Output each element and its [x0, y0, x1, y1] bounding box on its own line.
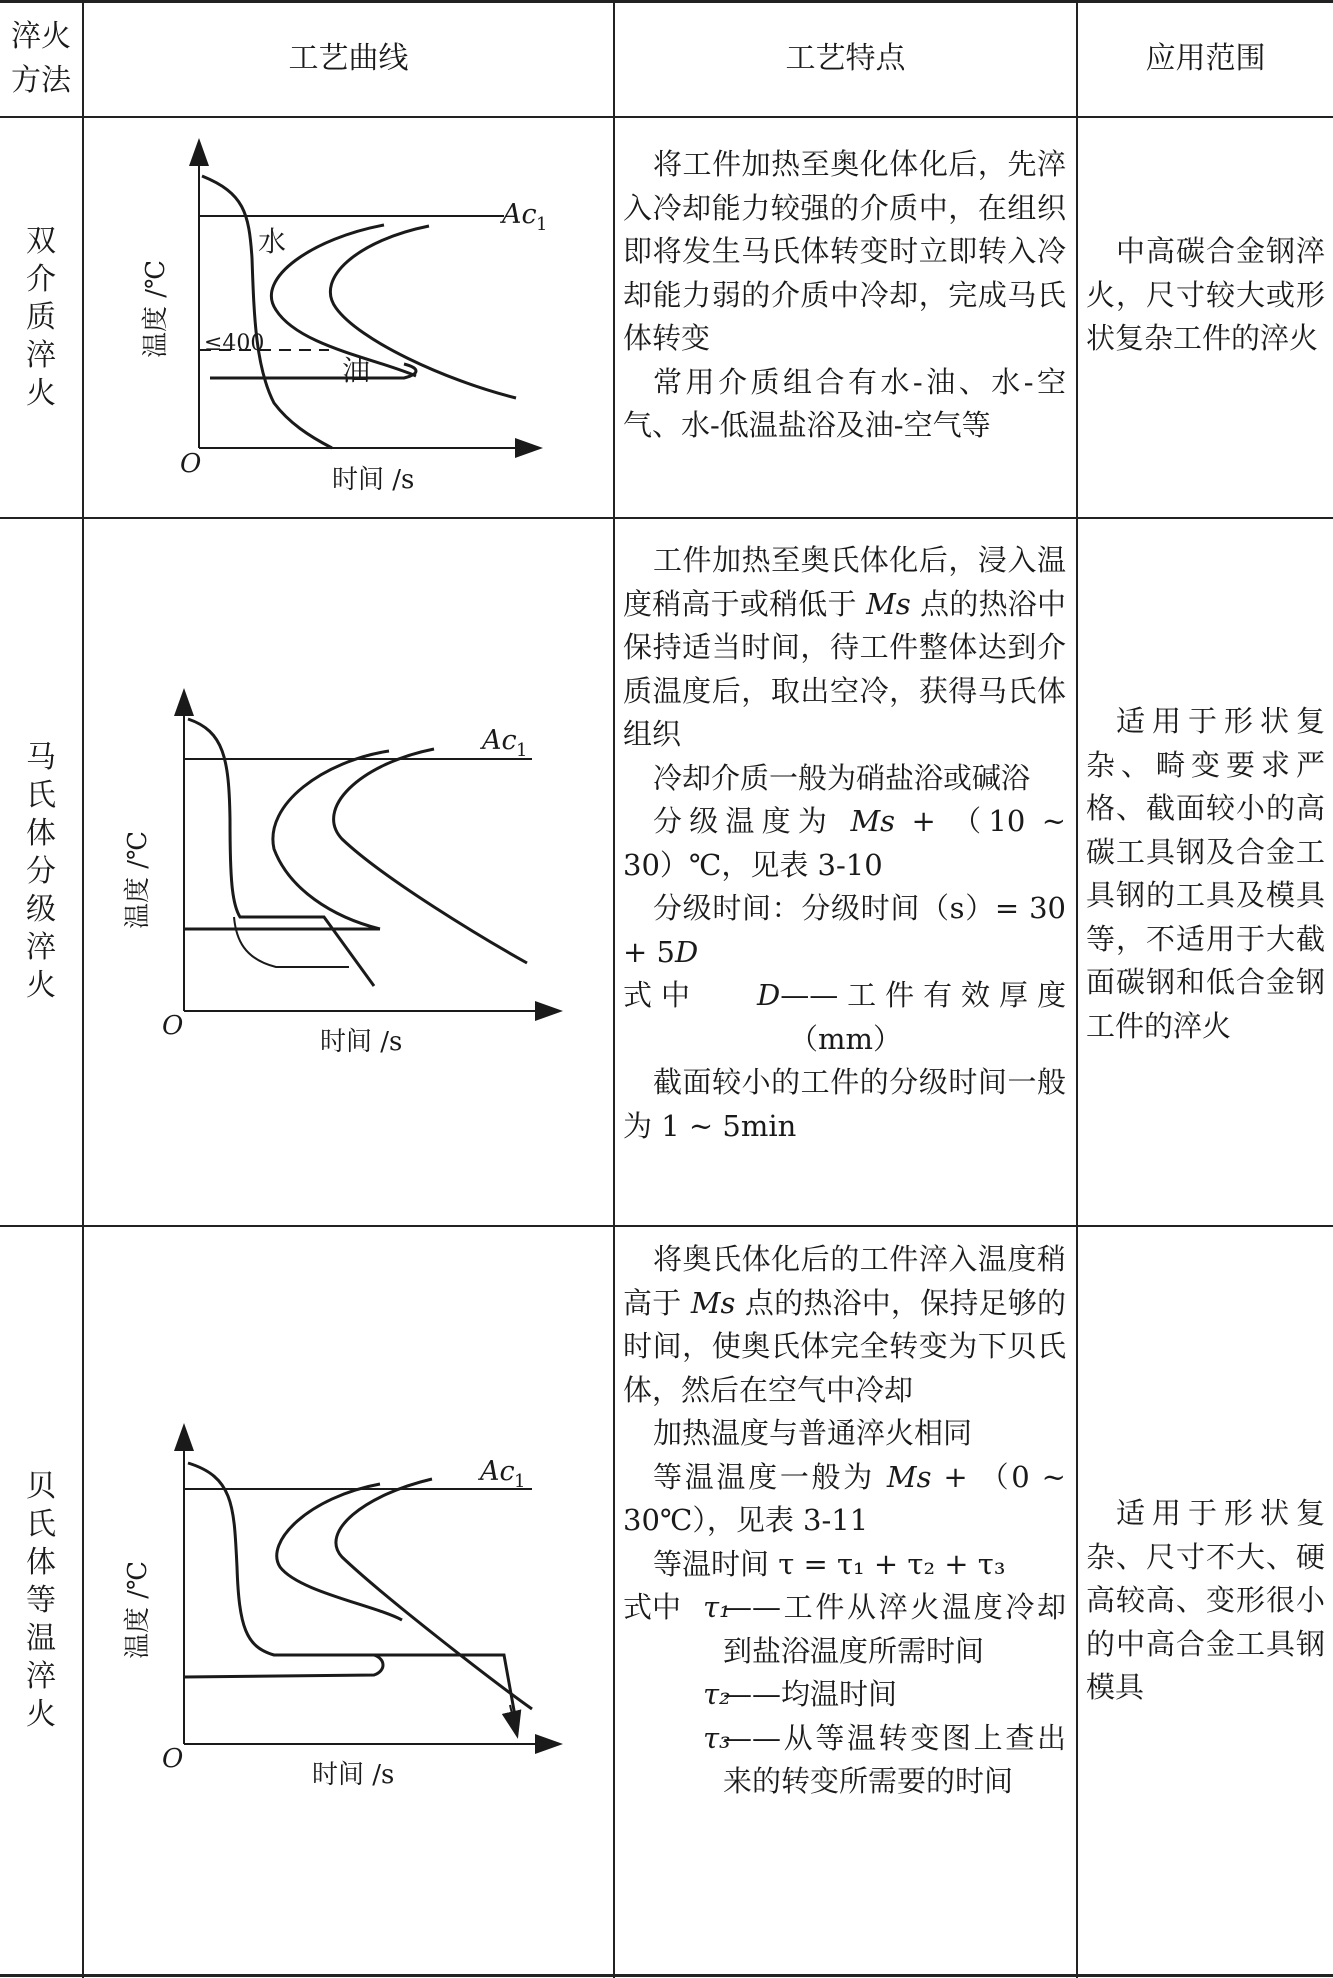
feature-text: 等温温度一般为 [653, 1459, 887, 1494]
feature-paragraph [623, 539, 1066, 757]
application-text: 适用于形状复杂、尺寸不大、硬高较高、变形很小的中高合金工具钢模具 [1086, 1496, 1325, 1704]
ac1-subscript: 1 [514, 1471, 526, 1492]
d-symbol: D [756, 978, 781, 1012]
legend-row-tau3 [623, 1717, 1066, 1804]
legend-prefix: 式中 [623, 978, 699, 1012]
method-label: 马氏体分级淬火 [26, 740, 56, 1003]
method-martensite-step [0, 519, 82, 1225]
feature-paragraph [623, 1238, 1066, 1412]
x-axis-label: 时间 /s [312, 1760, 395, 1790]
method-dual-medium [0, 118, 82, 517]
feature-text: 分级时间：分级时间（s） [653, 891, 995, 925]
bath-temperature-line [184, 1655, 383, 1677]
feature-text: 将奥氏体化后的工件淬入温度稍高于 [623, 1242, 1066, 1320]
origin-label: O [162, 1011, 184, 1041]
application-bainite-isothermal [1078, 1492, 1333, 1710]
feature-text: 点的热浴中保持适当时间，待工件整体达到介质温度后，取出空冷，获得马氏体组织 [623, 586, 1067, 751]
header-method-label: 淬火方法 [11, 19, 71, 98]
curve-bainite-isothermal [84, 1227, 613, 1974]
legend-spacer [623, 1673, 703, 1717]
feature-paragraph: 冷却介质一般为硝盐浴或碱浴 [653, 760, 1031, 795]
feature-paragraph: 截面较小的工件的分级时间一般为 1 ~ 5min [623, 1065, 1066, 1143]
x-axis-label: 时间 /s [332, 465, 415, 495]
feature-paragraph [623, 1456, 1066, 1543]
header-features: 工艺特点 [785, 41, 906, 76]
features-bainite-isothermal [615, 1238, 1076, 1804]
feature-text: 工件加热至奥氏体化后，浸入温度稍高于或稍低于 [623, 543, 1066, 621]
oil-label: 油 [342, 354, 371, 387]
step-cooling-curve-b [234, 917, 349, 967]
method-bainite-isothermal [0, 1227, 82, 1974]
c-curve-finish [334, 749, 527, 963]
water-label: 水 [258, 225, 287, 258]
application-dual-medium [1078, 230, 1333, 361]
feature-formula-legend [623, 974, 1066, 1018]
legend-row-tau2 [623, 1673, 1066, 1717]
curve-dual-medium [84, 118, 613, 517]
feature-paragraph: 将工件加热至奥化体化后，先淬入冷却能力较强的介质中，在组织即将发生马氏体转变时立即转入冷却能力弱的介质中冷却，完成马氏体转变 [623, 147, 1066, 355]
dual-medium-diagram [84, 118, 613, 517]
legend-text: ——工件有效厚度 [780, 978, 1066, 1012]
header-method [0, 2, 82, 116]
isothermal-cooling-curve [188, 1463, 517, 1727]
ms-symbol: Ms [850, 804, 896, 838]
y-axis-label: 温度 /℃ [123, 830, 153, 929]
ac1-subscript: 1 [536, 214, 548, 235]
origin-label: O [162, 1744, 184, 1774]
legend-text: ——均温时间 [723, 1677, 898, 1711]
c-curve-start [273, 751, 389, 929]
feature-paragraph [623, 887, 1066, 974]
ac1-label: Ac [480, 1456, 515, 1487]
method-label: 贝氏体等温淬火 [26, 1468, 56, 1732]
legend-row-tau1 [623, 1586, 1066, 1673]
y-axis-label: 温度 /℃ [123, 1560, 153, 1659]
feature-paragraph [623, 800, 1066, 887]
limit-label: ≤400 [204, 331, 265, 356]
features-martensite-step [615, 539, 1076, 1148]
origin-label: O [180, 449, 202, 479]
legend-prefix: 式中 [623, 1590, 682, 1624]
feature-paragraph: 常用介质组合有水-油、水-空气、水-低温盐浴及油-空气等 [623, 364, 1066, 442]
tau3-symbol: τ₃ [703, 1720, 731, 1755]
tau2-symbol: τ₂ [703, 1677, 731, 1711]
application-text: 适用于形状复杂、畸变要求严格、截面较小的高碳工具钢及合金工具钢的工具及模具等，不适用于大截面碳钢和低合金钢工件的淬火 [1086, 704, 1325, 1043]
feature-text: 分级温度为 [653, 804, 851, 838]
x-axis-label: 时间 /s [320, 1027, 403, 1057]
feature-paragraph: 等温时间 τ = τ₁ + τ₂ + τ₃ [653, 1546, 1006, 1581]
features-dual-medium [615, 143, 1076, 448]
curve-martensite-step [84, 519, 613, 1225]
y-axis-label: 温度 /℃ [141, 259, 171, 358]
ac1-subscript: 1 [516, 740, 528, 761]
legend-spacer [623, 1717, 703, 1804]
legend-text: ——工件从淬火温度冷却到盐浴温度所需时间 [723, 1590, 1066, 1668]
legend-text: ——从等温转变图上查出来的转变所需要的时间 [723, 1720, 1066, 1798]
ms-symbol: Ms [690, 1285, 736, 1320]
feature-text: + （0 ~ 30℃），见表 3-11 [623, 1459, 1066, 1537]
ms-symbol: Ms [866, 586, 911, 621]
application-text: 中高碳合金钢淬火，尺寸较大或形状复杂工件的淬火 [1086, 234, 1325, 355]
tau1-symbol: τ₁ [703, 1590, 731, 1624]
feature-text: + （10 ~ 30）℃，见表 3-10 [623, 804, 1067, 882]
feature-text: 点的热浴中，保持足够的时间，使奥氏体完全转变为下贝氏体，然后在空气中冷却 [623, 1285, 1067, 1407]
ac1-label: Ac [502, 199, 537, 230]
feature-unit: （mm） [789, 1021, 902, 1056]
ms-symbol: Ms [886, 1459, 932, 1494]
ac1-label: Ac [482, 725, 517, 756]
header-application: 应用范围 [1145, 41, 1266, 76]
header-curve: 工艺曲线 [288, 41, 409, 76]
martensite-step-diagram [84, 519, 613, 1225]
method-label: 双介质淬火 [26, 223, 56, 411]
d-symbol: D [674, 934, 699, 969]
table-border-bottom [0, 1974, 1333, 1977]
feature-text: = 30 + 5 [623, 891, 1066, 969]
feature-paragraph: 加热温度与普通淬火相同 [653, 1416, 973, 1450]
application-martensite-step [1078, 700, 1333, 1048]
bainite-isothermal-diagram [84, 1227, 613, 1974]
